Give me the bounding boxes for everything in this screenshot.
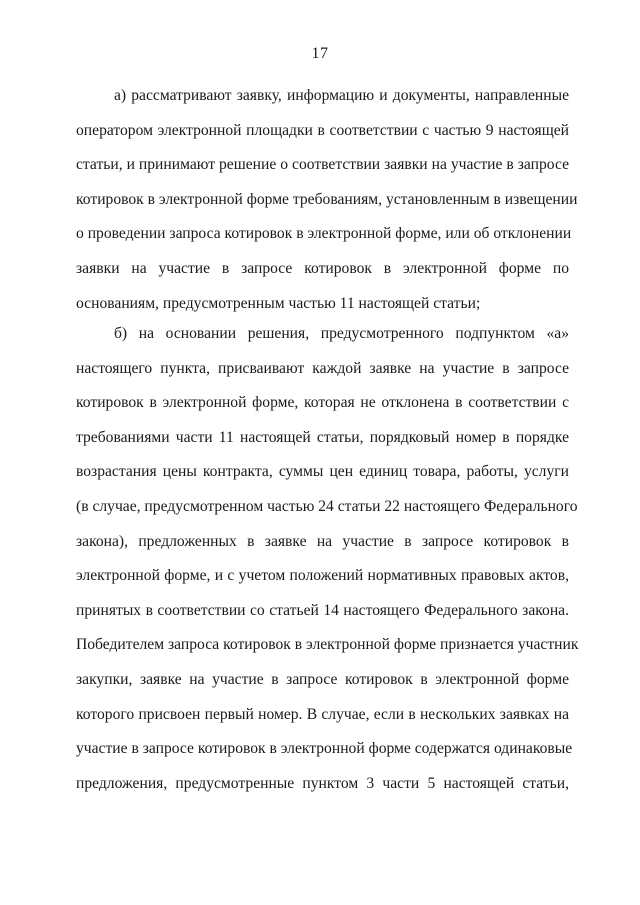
paragraph-b-line: возрастания цены контракта, суммы цен единиц товара, работы, услуги: [76, 463, 569, 481]
page-number: 17: [311, 45, 329, 62]
paragraph-b-line: требованиями части 11 настоящей статьи, порядковый номер в порядке: [76, 428, 569, 446]
paragraph-b-line: которого присвоен первый номер. В случае, если в нескольких заявках на: [76, 705, 569, 723]
paragraph-b-line: (в случае, предусмотренном частью 24 статьи 22 настоящего Федерального: [76, 497, 578, 515]
paragraph-a-line: о проведении запроса котировок в электронной форме, или об отклонении: [76, 225, 572, 243]
paragraph-b-line: участие в запросе котировок в электронной форме содержатся одинаковые: [76, 740, 573, 758]
paragraph-b-line: б) на основании решения, предусмотренного подпунктом «а»: [114, 325, 569, 342]
paragraph-b-line: закупки, заявке на участие в запросе котировок в электронной форме: [76, 670, 569, 688]
paragraph-a-line: оператором электронной площадки в соответствии с частью 9 настоящей: [76, 121, 569, 139]
paragraph-a-line: а) рассматривают заявку, информацию и документы, направленные: [114, 87, 569, 104]
paragraph-a: [76, 86, 578, 328]
paragraph-b-line: предложения, предусмотренные пунктом 3 части 5 настоящей статьи,: [76, 774, 569, 792]
paragraph-a-line: основаниям, предусмотренным частью 11 настоящей статьи;: [76, 294, 481, 312]
paragraph-b-line: Победителем запроса котировок в электронной форме признается участник: [76, 636, 579, 654]
paragraph-b: [76, 324, 579, 808]
paragraph-b-line: принятых в соответствии со статьей 14 настоящего Федерального закона.: [76, 601, 569, 619]
paragraph-b-line: электронной форме, и с учетом положений нормативных правовых актов,: [76, 567, 569, 585]
paragraph-a-line: заявки на участие в запросе котировок в электронной форме по: [76, 259, 569, 277]
paragraph-a-line: статьи, и принимают решение о соответствии заявки на участие в запросе: [76, 156, 569, 174]
paragraph-b-line: закона), предложенных в заявке на участие в запросе котировок в: [76, 532, 569, 550]
paragraph-b-line: котировок в электронной форме, которая не отклонена в соответствии с: [76, 394, 569, 412]
paragraph-b-line: настоящего пункта, присваивают каждой заявке на участие в запросе: [76, 359, 569, 377]
paragraph-a-line: котировок в электронной форме требованиям, установленным в извещении: [76, 190, 578, 208]
